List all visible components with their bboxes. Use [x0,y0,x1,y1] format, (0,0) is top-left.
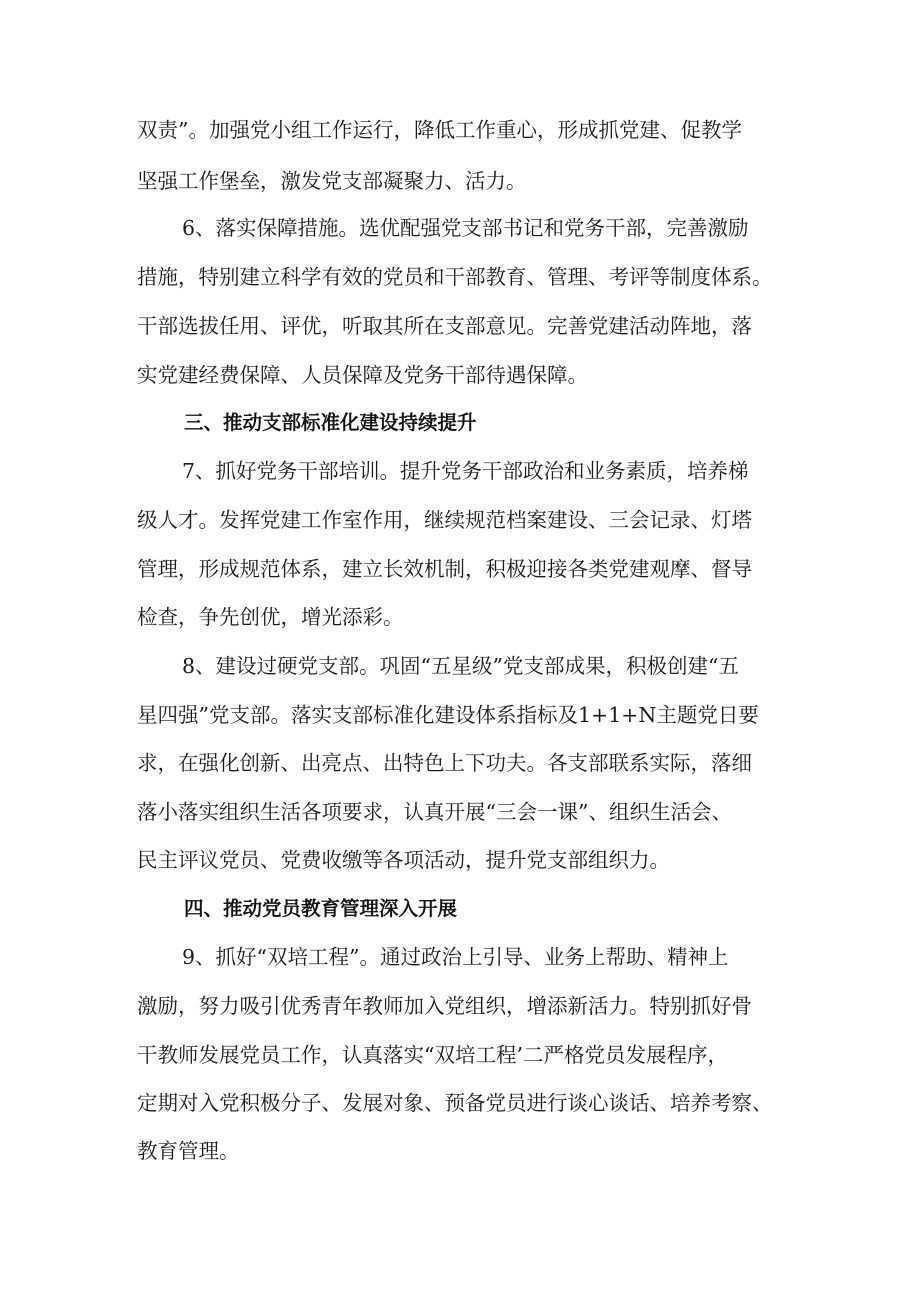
text-line: 定期对入党积极分子、发展对象、预备党员进行谈心谈话、培养考察、 [137,1091,773,1115]
text-line: 教育管理。 [137,1139,240,1163]
text-line: 星四强”党支部。落实支部标准化建设体系指标及1+1+N主题党日要 [137,703,759,727]
text-line: 6、落实保障措施。选优配强党支部书记和党务干部，完善激励 [182,216,749,240]
text-line: 求，在强化创新、出亮点、出特色上下功夫。各支部联系实际，落细 [137,751,752,775]
text-line: 8、建设过硬党支部。巩固“五星级”党支部成果，积极创建“五 [182,654,739,678]
text-line: 坚强工作堡垒，激发党支部凝聚力、活力。 [137,169,527,193]
text-line: 激励，努力吸引优秀青年教师加入党组织，增添新活力。特别抓好骨 [137,994,752,1018]
section-heading: 四、推动党员教育管理深入开展 [184,897,458,920]
text-line: 管理，形成规范体系，建立长效机制，积极迎接各类党建观摩、督导 [137,557,752,581]
text-line: 双责”。加强党小组工作运行，降低工作重心，形成抓党建、促教学 [137,118,742,142]
section-heading: 三、推动支部标准化建设持续提升 [184,411,477,434]
text-line: 级人才。发挥党建工作室作用，继续规范档案建设、三会记录、灯塔 [137,508,752,532]
text-line: 干教师发展党员工作，认真落实“双培工程’二严格党员发展程序， [137,1043,728,1067]
text-line: 7、抓好党务干部培训。提升党务干部政治和业务素质，培养梯 [182,459,749,483]
text-line: 实党建经费保障、人员保障及党务干部待遇保障。 [137,363,588,387]
text-line: 干部选拔任用、评优，听取其所在支部意见。完善党建活动阵地，落 [137,314,752,338]
text-line: 落小落实组织生活各项要求，认真开展“三会一课”、组织生活会、 [137,800,732,824]
text-line: 检查，争先创优，增光添彩。 [137,605,404,629]
text-line: 措施，特别建立科学有效的党员和干部教育、管理、考评等制度体系。 [137,265,773,289]
text-line: 民主评议党员、党费收缴等各项活动，提升党支部组织力。 [137,848,670,872]
text-line: 9、抓好“双培工程”。通过政治上引导、业务上帮助、精神上 [182,945,729,969]
